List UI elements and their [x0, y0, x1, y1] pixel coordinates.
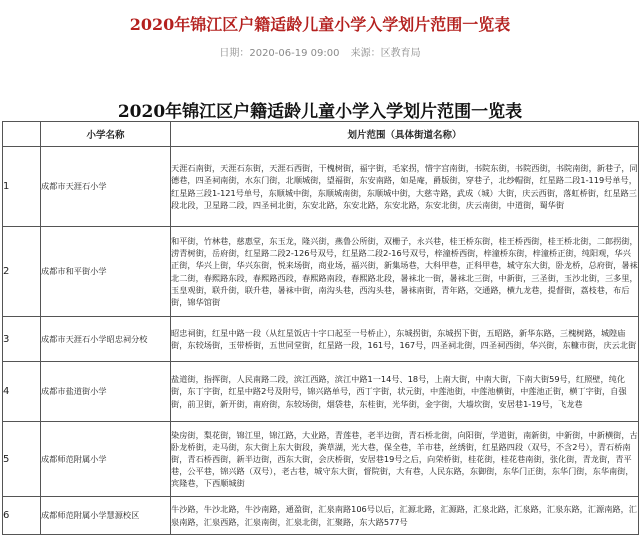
school-district-table [2, 121, 639, 535]
table-row [3, 362, 639, 422]
district-range: 染房街，梨花街，锦江里，锦江路，大业路，青莲巷，老半边街，青石桥北街，向阳街，学道街，南新街，中新街，中新横街，古卧龙桥街，走马街，东大街上东大街段，粪草湖，光大巷，保全巷，羊市巷，丝绣街，红星路四段（双号，不含2号），青石桥南街，青石桥西街，新半边街，西东大街，会庆桥街，安居巷19号之后，向荣桥街，桂花街，桂花巷南街，张化街，青龙街，青平巷，公平巷，锦兴路（双号），老古巷，城守东大街，督院街，大有巷，人民东路，东御街，东华门正街，东华门街，东华南街，宾隆巷，下西顺城街 [171, 422, 639, 497]
district-range: 昭忠祠街，红星中路一段（从红星饭店十字口起至一号桥止），东城拐街，东城拐下街，五昭路，新华东路，三槐树路，城隍庙街，东较场街，玉带桥街，五世同堂街，红星路一段，161号，167号，四圣祠北街，四圣祠西街，华兴街，东糠市街，庆云北街 [171, 317, 639, 362]
school-name: 成都师范附属小学慧源校区 [41, 497, 171, 535]
table-title: 2020年锦江区户籍适龄儿童小学入学划片范围一览表 [117, 102, 523, 122]
school-name: 成都市天涯石小学 [41, 147, 171, 227]
table-row [3, 497, 639, 535]
header-index [3, 122, 41, 147]
district-range: 天涯石南街，天涯石东街，天涯石西街，干槐树街，福字街，毛家拐，惜字宫南街，书院东街，书院西街，书院南街，新巷子，同德巷，四圣祠南街，水东门街，北顺城街，望福街，东安南路，如是庵，爵版街，穿巷子，北纱帽街，红星路二段1-119号单号，红星路三段1-121号单号，东顺城中街，东顺城南街，东顺城中街，大慈寺路，武成（城）大街，庆云西街，落虹桥街，红星路三段北段，卫星路二段，四圣祠北街，东安北路，东安北路，东安北路，东安北街，庆云南街，中道街，蜀华街 [171, 147, 639, 227]
row-number: 4 [3, 362, 41, 422]
table-row [3, 422, 639, 497]
article-date: 日期：2020-06-19 09:00 [219, 48, 340, 59]
row-number: 5 [3, 422, 41, 497]
header-district-range: 划片范围（具体街道名称） [171, 122, 639, 147]
header-school-name: 小学名称 [41, 122, 171, 147]
district-range: 牛沙路，牛沙北路，牛沙南路，通盈街，汇泉南路106号以后，汇源北路，汇源路，汇泉北路，汇泉路，汇泉东路，汇源南路，汇泉南路，汇泉西路，汇泉南街，汇泉北街，汇聚路，东大路577号 [171, 497, 639, 535]
table-row [3, 147, 639, 227]
school-name: 成都市和平街小学 [41, 227, 171, 317]
row-number: 2 [3, 227, 41, 317]
article-meta [0, 44, 640, 59]
article-source: 来源：区教育局 [350, 48, 421, 59]
row-number: 3 [3, 317, 41, 362]
article-title: 2020年锦江区户籍适龄儿童小学入学划片范围一览表 [129, 15, 511, 34]
school-name: 成都市天涯石小学昭忠祠分校 [41, 317, 171, 362]
table-header-row [3, 122, 639, 147]
school-name: 成都师范附属小学 [41, 422, 171, 497]
table-row [3, 317, 639, 362]
district-range: 和平街，竹林巷，慈惠堂，东玉龙，隆兴街，燕鲁公所街，双栅子，永兴巷，桂王桥东街，桂王桥西街，桂王桥北街，二郎拐街，涝青树街，岳府街，红星路二段2-126号双号，红星路二段2-16号双号，梓潼桥西街，梓潼桥东街，梓潼桥正街，纯阳观，华兴正街，华兴上街，华兴东街，悦来场街，商业场，福兴街，新集场巷，大科甲巷，正科甲巷，城守东大街，卧龙桥，总府街，暑袜北二街，春熙路东段，春熙路西段，春熙路南段，春熙路北段，暑袜北一街，暑袜北三街，中新街，三圣街，玉沙北街，三多里，玉皇观街，联升街，联升巷，暑袜中街，南沟头巷，西沟头巷，暑袜南街，青年路，交通路，横九龙巷，提督街，荔枝巷，布后街，锦华馆街 [171, 227, 639, 317]
table-row [3, 227, 639, 317]
district-range: 盐道街，指挥街，人民南路二段，滨江西路，滨江中路1一14号、18号，上南大街，中南大街，下南大街59号，红照壁，纯化街，东丁字街，红星中路2号及附号，锦兴路单号，西丁字街，状元街，中莲池街，中莲池横街，中莲池正街，横丁字街，自强街，前卫街，新开街，南府街，东较场街，烟袋巷，东桂街，光华街，金字街，大墙坎街，安居巷1-19号，飞龙巷 [171, 362, 639, 422]
row-number: 6 [3, 497, 41, 535]
row-number: 1 [3, 147, 41, 227]
school-name: 成都市盐道街小学 [41, 362, 171, 422]
